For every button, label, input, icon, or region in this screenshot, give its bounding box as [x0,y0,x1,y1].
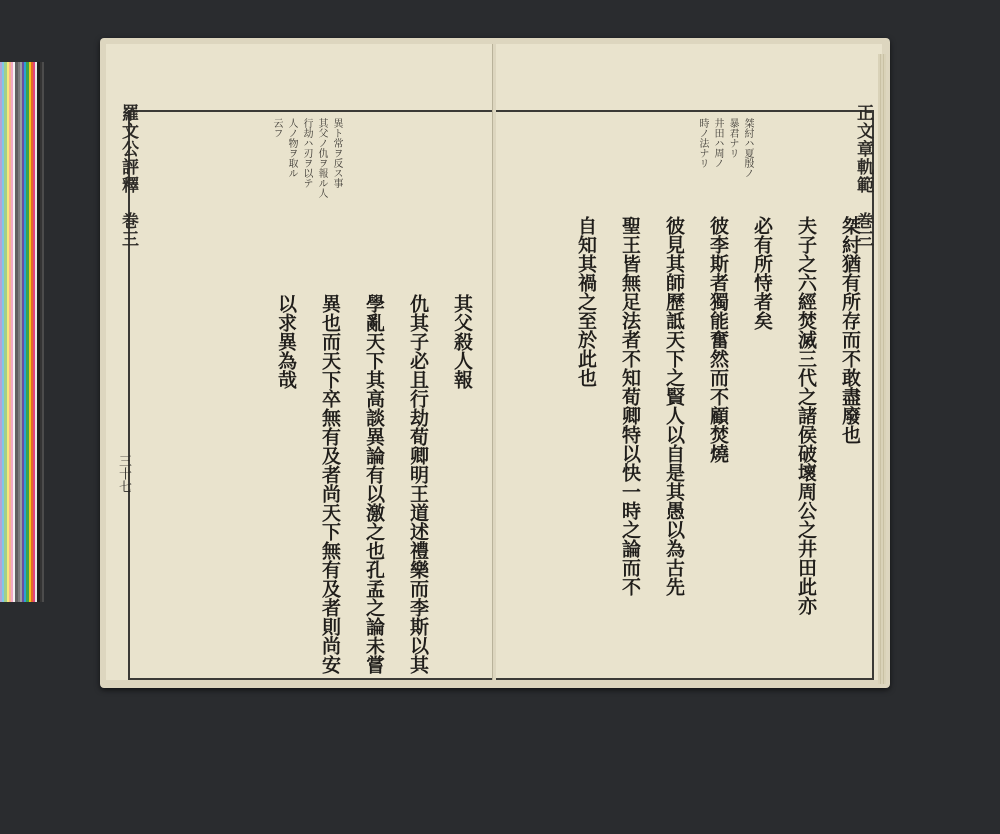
annotation: 其父ノ仇ヲ報ル人 [316,118,327,198]
text-column: 其父殺人報 [451,294,473,389]
right-page [496,44,882,680]
color-swatch [18,62,20,602]
color-swatch [33,62,35,602]
left-page-text [136,294,476,834]
open-book [100,38,890,688]
color-swatch [42,62,44,602]
annotation: 井田ハ周ノ [712,118,723,168]
left-page-title: 羅文公評釋 巻三 [118,104,138,248]
gloss-column [776,216,790,756]
text-column: 彼見其師歷詆天下之賢人以自是其愚以為古先 [663,216,685,596]
gloss-column [688,216,702,756]
text-column: 桀紂猶有所存而不敢盡廢也 [839,216,861,444]
color-swatch [24,62,26,602]
color-calibration-strip [0,62,44,632]
text-column: 自知其禍之至於此也 [575,216,597,387]
color-swatch [35,62,37,602]
color-swatch [4,62,6,602]
right-page-title: 正文章軌範 巻三 [853,104,873,248]
annotation: 行劫ハ刃ヲ以テ [301,118,312,188]
color-swatch [2,62,4,602]
gloss-column [732,216,746,756]
left-page [106,44,493,680]
right-page-text [502,216,864,756]
gloss-column [820,216,834,756]
annotation: 桀紂ハ夏殷ノ [742,118,753,178]
color-swatch [15,62,17,602]
color-swatch [37,62,39,602]
strip-column-dark [22,62,44,602]
color-swatch [0,62,2,602]
color-swatch [29,62,31,602]
color-swatch [40,62,42,602]
strip-column-light [0,62,22,602]
gloss-column [644,216,658,756]
annotation: 暴君ナリ [727,118,738,158]
right-page-notes [696,118,754,218]
color-swatch [13,62,15,602]
left-page-folio: 三十七 [116,454,131,493]
text-column: 必有所恃者矣 [751,216,773,330]
gloss-column [388,294,402,834]
text-column: 以求異為哉 [275,294,297,389]
annotation: 時ノ法ナリ [697,118,708,168]
gloss-column [344,294,358,834]
annotation: 人ノ物ヲ取ル [286,118,297,178]
text-column: 異也而天下卒無有及者尚天下無有及者則尚安 [319,294,341,674]
color-swatch [9,62,11,602]
text-column: 仇其子必且行劫荀卿明王道述禮樂而李斯以其 [407,294,429,674]
text-column: 聖王皆無足法者不知荀卿特以快一時之論而不 [619,216,641,596]
left-page-notes [270,118,343,218]
annotation: 云フ [271,118,282,138]
color-swatch [31,62,33,602]
annotation: 異ト常ヲ反ス事 [331,118,342,188]
color-swatch [26,62,28,602]
text-column: 彼李斯者獨能奮然而不顧焚燒 [707,216,729,463]
gloss-column [600,216,614,756]
gloss-column [300,294,314,834]
color-swatch [7,62,9,602]
color-swatch [11,62,13,602]
text-column: 夫子之六經焚滅三代之諸侯破壞周公之井田此亦 [795,216,817,615]
text-column: 學亂天下其高談異論有以激之也孔孟之論未嘗 [363,294,385,674]
color-swatch [22,62,24,602]
page-edges [878,54,886,684]
gloss-column [432,294,446,834]
